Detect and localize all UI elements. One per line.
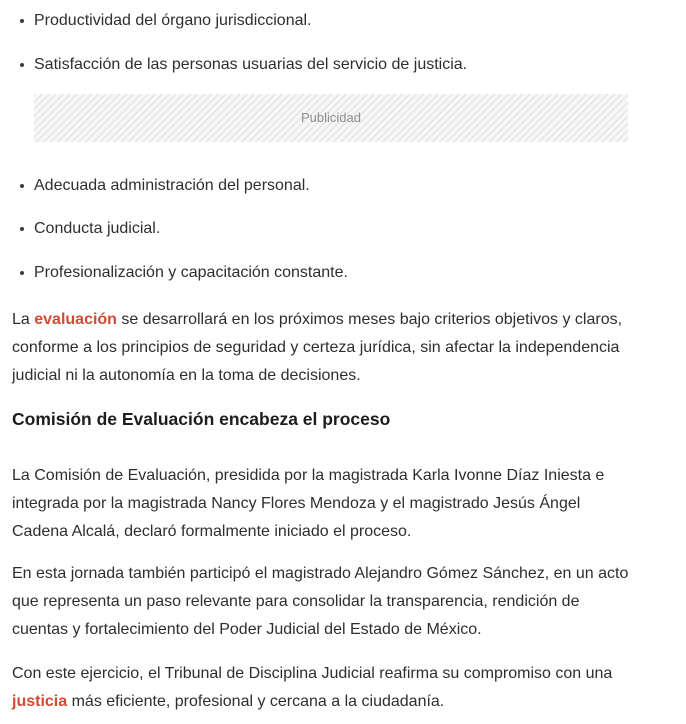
list-item [12,7,666,35]
list-item-text: Profesionalización y capacitación constante. [34,263,348,281]
bullet-icon [20,63,24,67]
list-item [12,172,666,200]
list-item-text: Satisfacción de las personas usuarias del servicio de justicia. [34,55,468,73]
criteria-list-top [12,0,666,79]
bullet-icon [20,227,24,231]
text-line [12,362,666,390]
text-line [12,490,666,518]
paragraph-jornada [12,560,666,644]
text-segment: La [12,310,35,328]
list-item-text: Adecuada administración del personal. [34,176,310,194]
list-item-text: Productividad del órgano jurisdiccional. [34,12,312,29]
bullet-icon [20,184,24,188]
list-item [12,215,666,243]
text-line [12,660,666,688]
inline-link[interactable]: evaluación [34,310,117,328]
text-line [12,518,666,546]
text-segment: que representa un paso relevante para consolidar la transparencia, rendición de [12,592,580,610]
text-line [12,560,666,588]
inline-link[interactable]: justicia [12,692,68,710]
text-segment: se desarrollará en los próximos meses bajo criterios objetivos y claros, [116,310,623,328]
criteria-list-bottom [12,172,666,287]
list-item [12,51,666,79]
text-segment: judicial ni la autonomía en la toma de decisiones. [12,366,361,384]
text-segment: integrada por la magistrada Nancy Flores Mendoza y el magistrado Jesús Ángel [12,494,581,512]
list-item [12,259,666,287]
text-line [12,688,666,716]
bullet-icon [20,271,24,275]
text-segment: Cadena Alcalá, declaró formalmente iniciado el proceso. [12,522,412,540]
section-heading: Comisión de Evaluación encabeza el proceso [12,408,391,429]
text-segment: La Comisión de Evaluación, presidida por la magistrada Karla Ivonne Díaz Iniesta e [12,466,605,484]
ad-label: Publicidad [301,110,361,125]
text-segment: más eficiente, profesional y cercana a la ciudadanía. [67,692,445,710]
ad-placeholder [34,94,628,142]
text-segment: En esta jornada también participó el magistrado Alejandro Gómez Sánchez, en un acto [12,564,629,582]
text-segment: cuentas y fortalecimiento del Poder Judicial del Estado de México. [12,620,482,638]
text-segment: conforme a los principios de seguridad y certeza jurídica, sin afectar la independencia [12,338,620,356]
paragraph-comision [12,462,666,546]
paragraph-compromiso [12,660,666,716]
text-line [12,306,666,334]
bullet-icon [20,19,24,23]
paragraph-evaluacion [12,306,666,390]
text-segment: Con este ejercicio, el Tribunal de Disciplina Judicial reafirma su compromiso con una [12,664,613,682]
text-line [12,588,666,616]
text-line [12,616,666,644]
text-line [12,462,666,490]
text-line [12,334,666,362]
list-item-text: Conducta judicial. [34,220,161,237]
